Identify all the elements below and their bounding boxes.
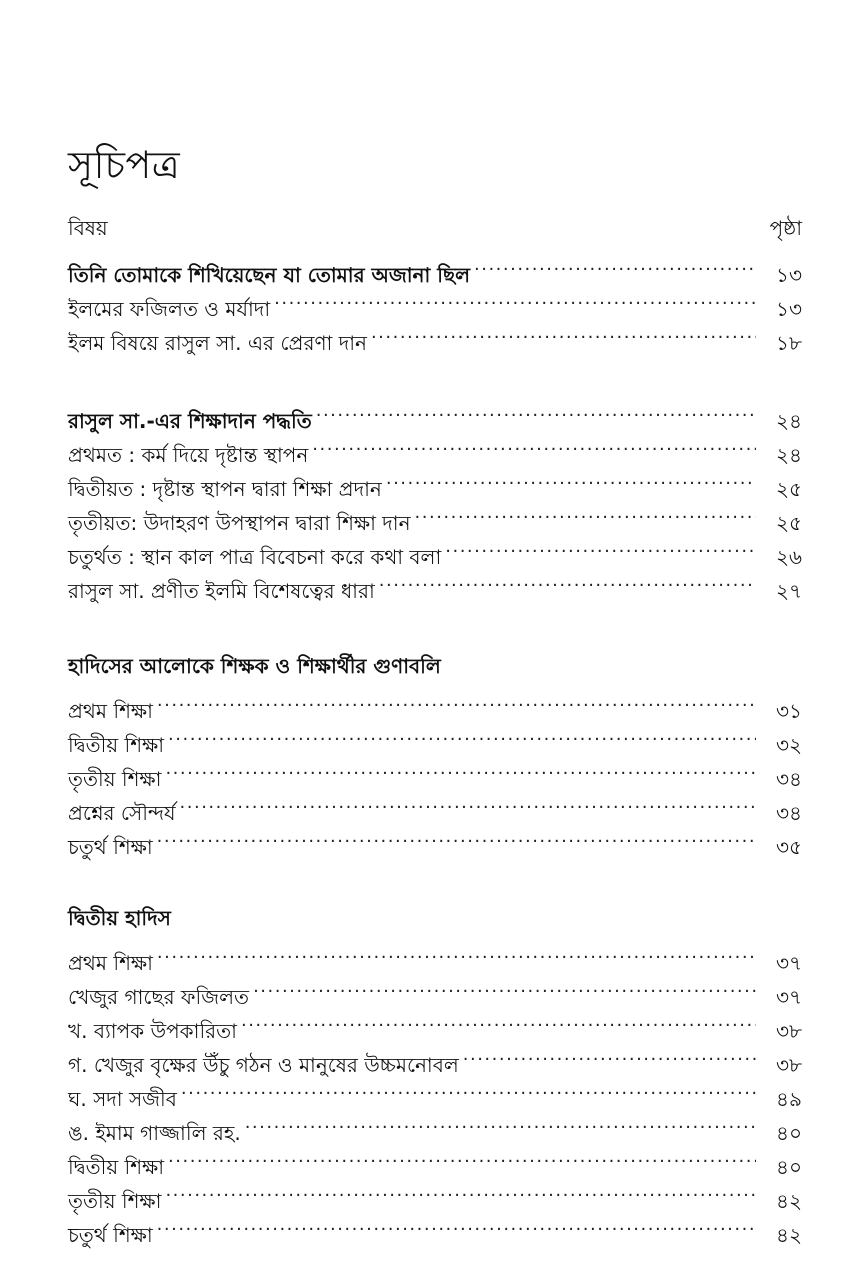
toc-entry-label: তৃতীয়ত: উদাহরণ উপস্থাপন দ্বারা শিক্ষা দান bbox=[68, 511, 411, 535]
toc-entry-label: রাসুল সা. প্রণীত ইলমি বিশেষত্বের ধারা bbox=[68, 579, 375, 603]
dot-leader bbox=[168, 1140, 756, 1174]
dot-leader bbox=[241, 1004, 756, 1038]
dot-leader bbox=[181, 1072, 756, 1106]
toc-entry-label: দ্বিতীয় শিক্ষা bbox=[68, 1155, 165, 1179]
toc-entry-page: ২৭ bbox=[775, 579, 802, 603]
toc-entry-page: ৩৭ bbox=[775, 951, 802, 975]
toc-entry[interactable] bbox=[68, 1174, 802, 1213]
toc-entry-page: ৩৮ bbox=[776, 1019, 802, 1043]
dot-leader bbox=[379, 564, 756, 598]
toc-entry-page: ৩৪ bbox=[776, 801, 802, 825]
toc-entry-label: ঘ. সদা সজীব bbox=[68, 1087, 177, 1111]
toc-entry[interactable] bbox=[68, 718, 802, 757]
dot-leader bbox=[386, 462, 756, 496]
toc-entry-page: ২৫ bbox=[776, 511, 802, 535]
toc-entry-label: তিনি তোমাকে শিখিয়েছেন যা তোমার অজানা ছিল bbox=[68, 263, 470, 287]
toc-entry-label: খেজুর গাছের ফজিলত bbox=[68, 985, 250, 1009]
dot-leader bbox=[157, 936, 756, 970]
toc-entry-page: ৩২ bbox=[775, 733, 802, 757]
dot-leader bbox=[157, 684, 756, 718]
dot-leader bbox=[168, 718, 756, 752]
toc-entry-page: ৩৮ bbox=[776, 1053, 802, 1077]
toc-entry-page: ১৮ bbox=[776, 331, 802, 355]
toc-entry-label: গ. খেজুর বৃক্ষের উঁচু গঠন ও মানুষের উচ্চমনোবল bbox=[68, 1053, 459, 1077]
dot-leader bbox=[165, 1174, 756, 1208]
dot-leader bbox=[445, 530, 756, 564]
toc-section-2 bbox=[68, 394, 802, 603]
toc-header-row bbox=[68, 212, 802, 244]
dot-leader bbox=[245, 1106, 756, 1140]
toc-entry-page: ৩৭ bbox=[775, 985, 802, 1009]
toc-entry-label: প্রথমত : কর্ম দিয়ে দৃষ্টান্ত স্থাপন bbox=[68, 443, 309, 467]
toc-entry-page: ২৬ bbox=[775, 545, 802, 569]
page-column-label: পৃষ্ঠা bbox=[769, 216, 802, 240]
toc-entry-label: ইলম বিষয়ে রাসুল সা. এর প্রেরণা দান bbox=[68, 331, 367, 355]
toc-entry-label: দ্বিতীয় শিক্ষা bbox=[68, 733, 165, 757]
section-heading: দ্বিতীয় হাদিস bbox=[68, 906, 171, 930]
toc-entry-label: তৃতীয় শিক্ষা bbox=[68, 1189, 162, 1213]
dot-leader bbox=[415, 496, 756, 530]
dot-leader bbox=[316, 394, 756, 428]
dot-leader bbox=[165, 752, 756, 786]
toc-entry[interactable] bbox=[68, 248, 802, 287]
toc-entry-label: ঙ. ইমাম গাজ্জালি রহ. bbox=[68, 1121, 241, 1145]
toc-entry-label: দ্বিতীয়ত : দৃষ্টান্ত স্থাপন দ্বারা শিক্ষা প্রদান bbox=[68, 477, 382, 501]
toc-entry-page: ৩৫ bbox=[776, 835, 802, 859]
toc-entry-label: প্রথম শিক্ষা bbox=[68, 699, 153, 723]
dot-leader bbox=[157, 820, 756, 854]
dot-leader bbox=[463, 1038, 756, 1072]
toc-entry-page: ১৩ bbox=[776, 263, 802, 287]
toc-entry[interactable] bbox=[68, 684, 802, 723]
toc-section-4 bbox=[68, 900, 802, 1247]
toc-entry-page: ৩১ bbox=[776, 699, 802, 723]
toc-entry-page: ২৫ bbox=[776, 477, 802, 501]
toc-section-3 bbox=[68, 648, 802, 859]
toc-section-1 bbox=[68, 248, 802, 355]
toc-entry[interactable] bbox=[68, 1208, 802, 1247]
toc-entry-label: প্রশ্নের সৌন্দর্য bbox=[68, 801, 176, 825]
toc-entry-page: ৪২ bbox=[776, 1189, 802, 1213]
toc-entry[interactable] bbox=[68, 752, 802, 791]
toc-entry-page: ৩৪ bbox=[776, 767, 802, 791]
toc-entry-label: চতুর্থ শিক্ষা bbox=[68, 835, 153, 859]
subject-column-label: বিষয় bbox=[68, 216, 108, 240]
toc-entry-label: চতুর্থত : স্থান কাল পাত্র বিবেচনা করে কথা বলা bbox=[68, 545, 442, 569]
toc-entry-page: ২৪ bbox=[776, 409, 802, 433]
toc-entry-page: ৪০ bbox=[776, 1121, 802, 1145]
dot-leader bbox=[180, 786, 756, 820]
toc-entry-label: তৃতীয় শিক্ষা bbox=[68, 767, 162, 791]
toc-entry-label: প্রথম শিক্ষা bbox=[68, 951, 153, 975]
dot-leader bbox=[371, 316, 756, 350]
toc-entry-page: ৪২ bbox=[776, 1223, 802, 1247]
toc-entry[interactable] bbox=[68, 820, 802, 859]
toc-entry-page: ২৪ bbox=[776, 443, 802, 467]
dot-leader bbox=[274, 282, 756, 316]
toc-entry-page: ১৩ bbox=[776, 297, 802, 321]
toc-entry[interactable] bbox=[68, 1140, 802, 1179]
dot-leader bbox=[312, 428, 756, 462]
dot-leader bbox=[157, 1208, 756, 1242]
toc-entry[interactable] bbox=[68, 786, 802, 825]
toc-entry[interactable] bbox=[68, 970, 802, 1009]
dot-leader bbox=[474, 248, 756, 282]
toc-entry-label: রাসুল সা.-এর শিক্ষাদান পদ্ধতি bbox=[68, 409, 312, 433]
toc-entry-label: ইলমের ফজিলত ও মর্যাদা bbox=[68, 297, 271, 321]
toc-entry-label: চতুর্থ শিক্ষা bbox=[68, 1223, 153, 1247]
dot-leader bbox=[253, 970, 756, 1004]
toc-entry-page: ৪৯ bbox=[776, 1087, 802, 1111]
toc-entry[interactable] bbox=[68, 936, 802, 975]
page-title: সূচিপত্র bbox=[68, 143, 181, 187]
toc-entry[interactable] bbox=[68, 394, 802, 433]
toc-entry-label: খ. ব্যাপক উপকারিতা bbox=[68, 1019, 237, 1043]
section-heading: হাদিসের আলোকে শিক্ষক ও শিক্ষার্থীর গুণাবলি bbox=[68, 654, 441, 678]
toc-entry-page: ৪০ bbox=[776, 1155, 802, 1179]
